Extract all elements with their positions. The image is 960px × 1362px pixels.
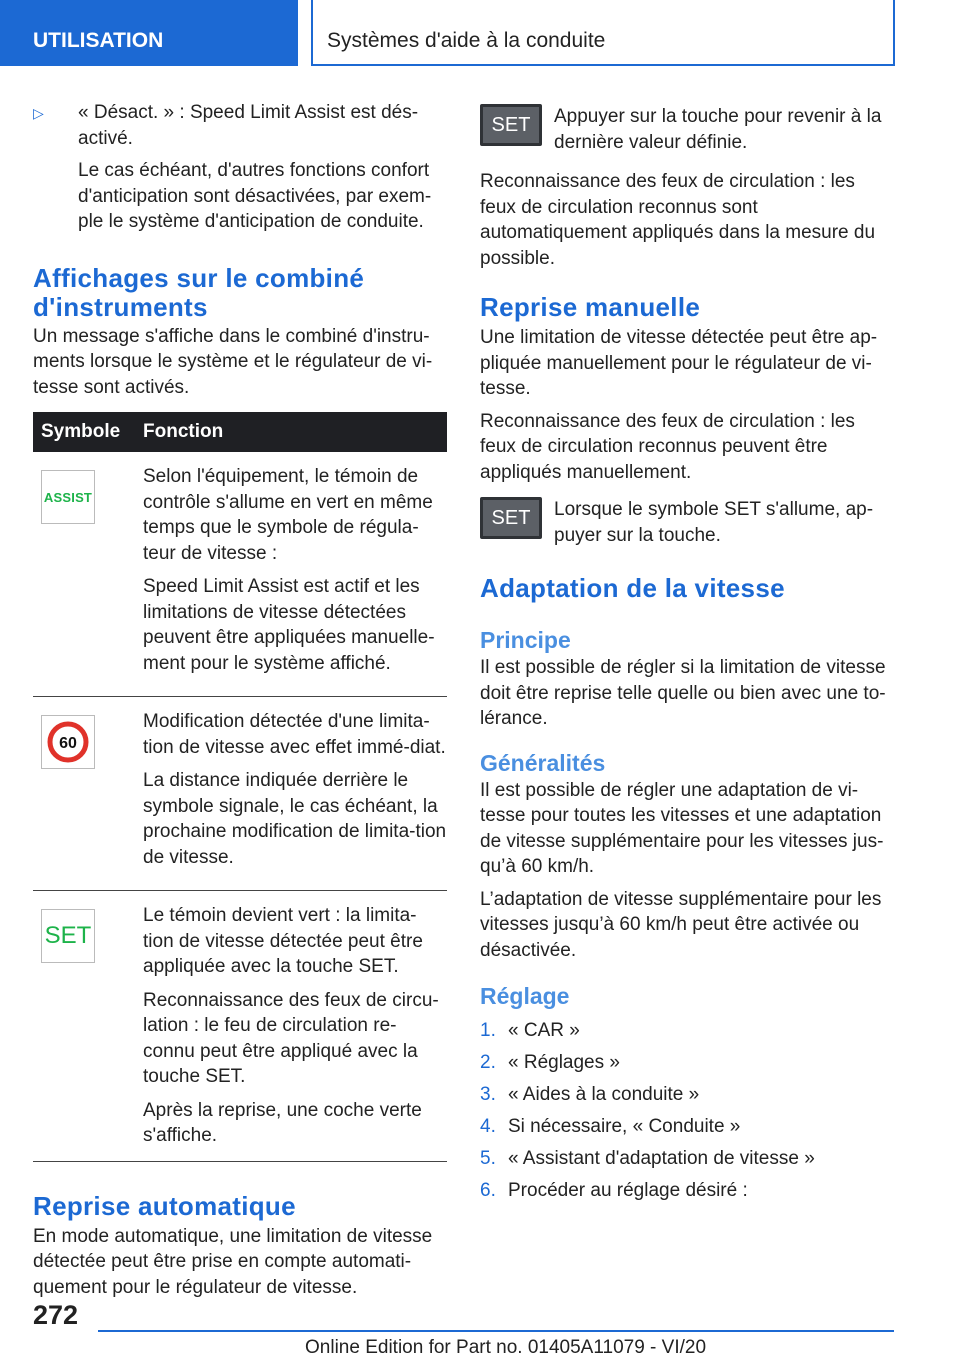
set-indicator-icon	[41, 909, 95, 963]
right-column	[480, 104, 894, 1207]
section-heading: Affichages sur le combiné d'instruments	[33, 262, 365, 322]
left-column	[33, 100, 447, 1307]
table-row	[33, 697, 447, 891]
key-instruction	[480, 104, 894, 155]
subsection-heading: Réglage	[480, 983, 570, 1009]
assist-icon-label: ASSIST	[43, 489, 93, 505]
list-item: 3. « Aides à la conduite »	[480, 1084, 700, 1105]
section-title: UTILISATION	[0, 0, 298, 66]
list-item: 4. Si nécessaire, « Conduite »	[480, 1116, 741, 1137]
page-header	[0, 0, 960, 66]
subsection-heading: Principe	[480, 627, 571, 653]
steps-list	[480, 1015, 894, 1207]
list-item: 2. « Réglages »	[480, 1052, 620, 1073]
paragraph: Reconnaissance des feux de circulation : les feux de circulation reconnus peuvent être appliqués manuellement.	[480, 410, 855, 483]
row-text: Modification détectée d'une limita-tion de vitesse avec effet immé-diat.	[143, 711, 446, 758]
triangle-bullet-icon: ▷	[33, 105, 44, 121]
table-row	[33, 891, 447, 1162]
paragraph: L’adaptation de vitesse supplémentaire pour les vitesses jusqu’à 60 km/h peut être activée ou désactivée.	[480, 888, 882, 961]
row-text: Le témoin devient vert : la limita-tion de vitesse détectée peut être appliquée avec la touche SET.	[143, 905, 423, 977]
table-header-function: Fonction	[143, 412, 447, 452]
row-text: Reconnaissance des feux de circu-lation : le feu de circulation re-connu peut être appliqué avec la touche SET.	[143, 989, 439, 1087]
list-item: 6. Procéder au réglage désiré :	[480, 1180, 748, 1201]
key-instruction	[480, 497, 894, 548]
set-button-icon: SET	[480, 104, 542, 146]
symbol-table	[33, 412, 447, 1162]
set-indicator-label: SET	[44, 922, 92, 949]
footer-edition: Online Edition for Part no. 01405A11079 - VI/20	[305, 1337, 707, 1358]
intro-paragraph: Un message s'affiche dans le combiné d'instru-ments lorsque le système et le régulateur de vi-tesse sont activés.	[33, 325, 433, 398]
chapter-title: Systèmes d'aide à la conduite	[311, 0, 895, 66]
speed-limit-value: 60	[59, 735, 77, 752]
list-item: 5. « Assistant d'adaptation de vitesse »	[480, 1148, 815, 1169]
section-heading: Adaptation de la vitesse	[480, 573, 785, 603]
paragraph: Il est possible de régler une adaptation de vi-tesse pour toutes les vitesses et une adaptation de vitesse supplémentaire pour les vitesses jus-qu’à 60 km/h.	[480, 779, 884, 877]
bullet-note: Le cas échéant, d'autres fonctions confort d'anticipation sont désactivées, par exem-ple le système d'anticipation de conduite.	[78, 160, 432, 232]
row-text: Selon l'équipement, le témoin de contrôle s'allume en vert en même temps que le symbole de régula-teur de vitesse :	[143, 466, 433, 564]
paragraph: Une limitation de vitesse détectée peut être ap-pliquée manuellement pour le régulateur de vi-tesse.	[480, 327, 878, 399]
row-text: La distance indiquée derrière le symbole signale, le cas échéant, la prochaine modification de limita-tion de vitesse.	[143, 770, 447, 868]
section-heading: Reprise automatique	[33, 1190, 296, 1221]
paragraph: En mode automatique, une limitation de vitesse détectée peut être prise en compte automati-quement pour le régulateur de vitesse.	[33, 1225, 433, 1298]
table-row	[33, 452, 447, 697]
paragraph: Reconnaissance des feux de circulation : les feux de circulation reconnus sont automatiquement appliqués dans la mesure du possible.	[480, 171, 876, 269]
table-header-symbol: Symbole	[33, 412, 143, 452]
list-item	[33, 100, 447, 242]
list-item: 1. « CAR »	[480, 1020, 580, 1041]
subsection-heading: Généralités	[480, 749, 606, 776]
assist-icon	[41, 470, 95, 524]
speed-limit-sign-icon	[41, 715, 95, 769]
row-text: Après la reprise, une coche verte s'affiche.	[143, 1099, 422, 1146]
key-instruction-text: Lorsque le symbole SET s'allume, ap-puyer sur la touche.	[554, 499, 874, 546]
paragraph: Il est possible de régler si la limitation de vitesse doit être reprise telle quelle ou bien avec une to-lérance.	[480, 657, 886, 729]
section-heading: Reprise manuelle	[480, 292, 701, 322]
set-button-icon: SET	[480, 497, 542, 539]
row-text: Speed Limit Assist est actif et les limitations de vitesse détectées peuvent être appliquées manuelle-ment pour le système affiché.	[143, 576, 435, 674]
page-number: 272	[33, 1300, 79, 1330]
bullet-text: « Désact. » : Speed Limit Assist est dés-activé.	[78, 102, 419, 149]
footer-divider	[98, 1330, 894, 1332]
key-instruction-text: Appuyer sur la touche pour revenir à la dernière valeur définie.	[554, 106, 882, 153]
